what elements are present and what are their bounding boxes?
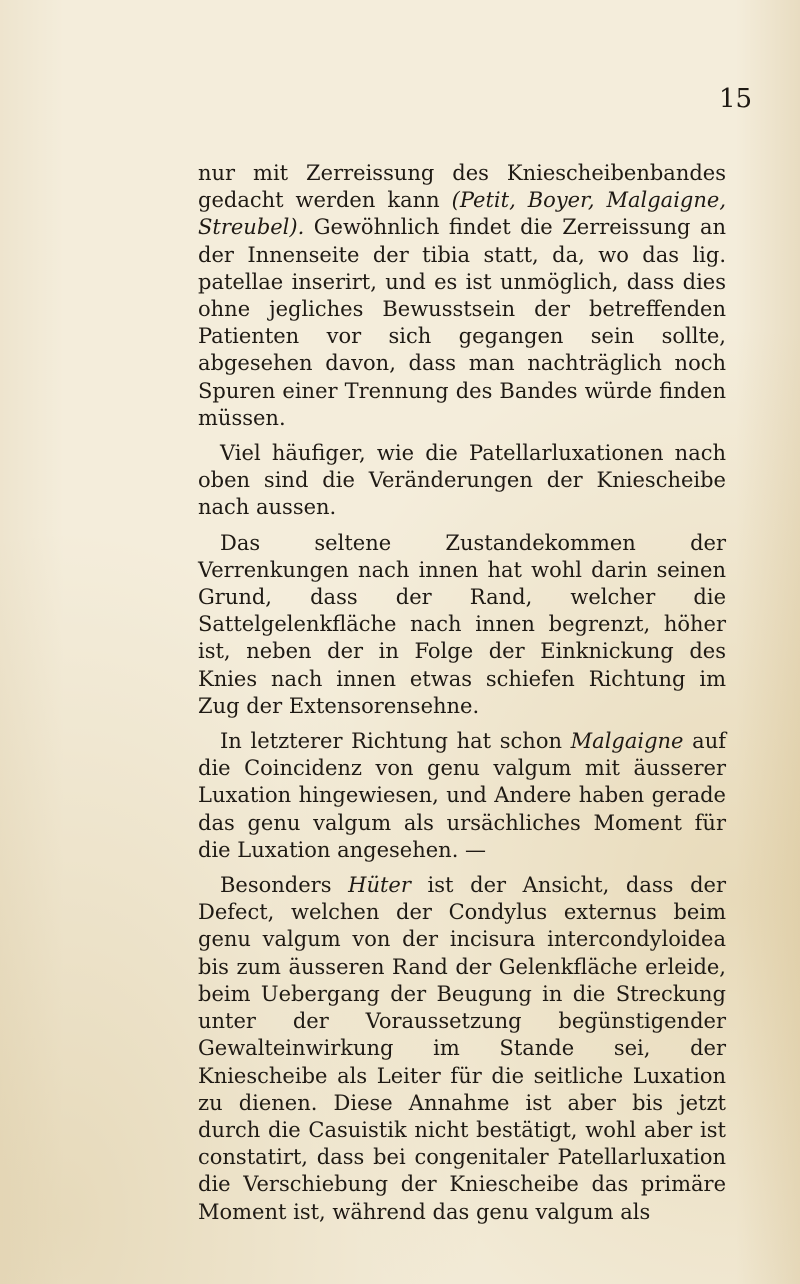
paragraph xyxy=(198,872,726,1226)
text-run: Viel häufiger, wie die Patellarluxationen nach oben sind die Veränderungen der Kniescheibe nach aussen. xyxy=(198,441,726,520)
author-name: Hüter xyxy=(348,873,411,898)
paragraph xyxy=(198,160,726,432)
citation-authors: (Petit, Boyer, Malgaigne, Streubel). xyxy=(198,188,726,240)
page-number: 15 xyxy=(719,84,753,114)
text-run: ist der Ansicht, dass der Defect, welchen der Condylus externus beim genu valgum von der incisura intercondyloidea bis zum äusseren Rand der Gelenkfläche erleide, beim Uebergang der Beugung in die Streckung unter der Voraussetzung begünstigender Gewalteinwirkung im Stande sei, der Kniescheibe als Leiter für die seitliche Luxation zu dienen. Diese Annahme ist aber bis jetzt durch die Casuistik nicht bestätigt, wohl aber ist constatirt, dass bei congenitaler Patellarluxation die Verschiebung der Kniescheibe das primäre Moment ist, während das genu valgum als xyxy=(198,873,726,1224)
paragraph xyxy=(198,728,726,864)
body-text xyxy=(198,160,726,1226)
text-run: Das seltene Zustandekommen der Verrenkungen nach innen hat wohl darin seinen Grund, dass der Rand, welcher die Sattelgelenkfläche nach innen begrenzt, höher ist, neben der in Folge der Einknickung des Knies nach innen etwas schiefen Richtung im Zug der Extensorensehne. xyxy=(198,530,726,718)
text-run: nur mit Zerreissung des Kniescheibenbandes gedacht werden kann xyxy=(198,161,726,213)
text-run: Gewöhnlich findet die Zerreissung an der Innenseite der tibia statt, da, wo das lig. patellae inserirt, und es ist unmöglich, dass dies ohne jegliches Bewusstsein der betreffenden Patienten vor sich gegangen sein sollte, abgesehen davon, dass man nachträglich noch Spuren einer Trennung des Bandes würde finden müssen. xyxy=(198,215,726,430)
paragraph xyxy=(198,530,726,720)
author-name: Malgaigne xyxy=(570,729,684,754)
text-run: Besonders xyxy=(220,873,349,898)
text-run: auf die Coincidenz von genu valgum mit äusserer Luxation hingewiesen, und Andere haben gerade das genu valgum als ursächliches Moment für die Luxation angesehen. — xyxy=(198,729,726,862)
text-run: In letzterer Richtung hat schon xyxy=(220,729,571,754)
paragraph xyxy=(198,440,726,522)
